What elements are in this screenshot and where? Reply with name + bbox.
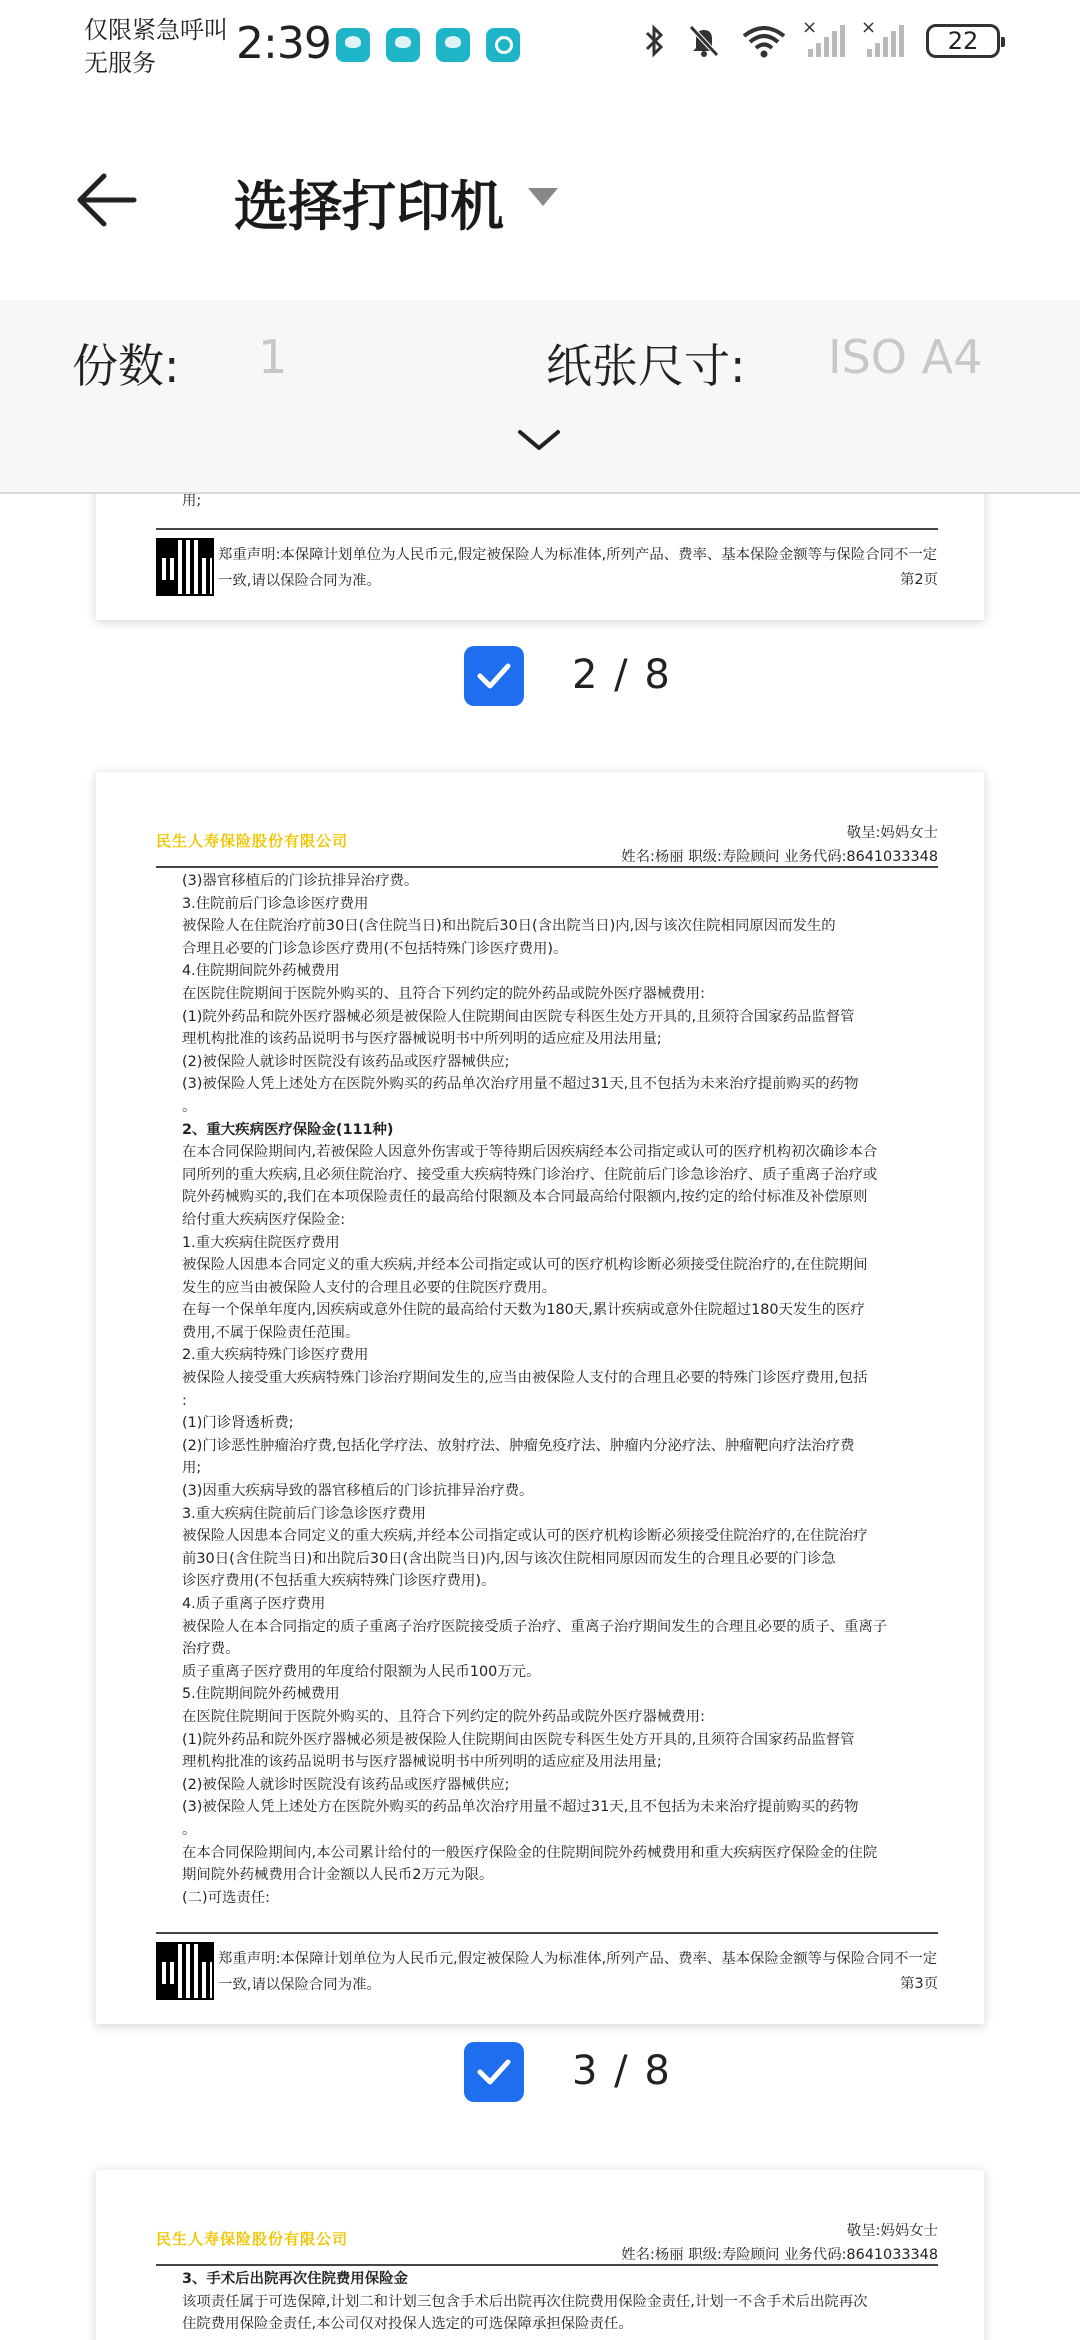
app-header bbox=[0, 90, 1080, 300]
carrier-line-2: 无服务 bbox=[84, 49, 156, 77]
paper-size-select[interactable]: ISO A4 bbox=[828, 330, 983, 384]
page-counter: 2 / 8 bbox=[572, 652, 672, 698]
page-text-line: 用; bbox=[182, 494, 202, 509]
page-header bbox=[156, 772, 938, 868]
page-body bbox=[156, 868, 938, 1909]
page-checkbox[interactable] bbox=[464, 2042, 524, 2102]
notification-icons bbox=[336, 28, 520, 62]
page-text-line: 被保险人在本合同指定的质子重离子治疗医院接受质子治疗、重离子治疗期间发生的合理且必要的质子、重离子 bbox=[182, 1618, 888, 1635]
page-text-line: (3)因重大疾病导致的器官移植后的门诊抗排异治疗费。 bbox=[182, 1483, 534, 1500]
print-options-bar bbox=[0, 300, 1080, 494]
chevron-down-icon bbox=[514, 420, 564, 460]
page-text-line: 理机构批准的该药品说明书与医疗器械说明书中所列明的适应症及用法用量; bbox=[182, 1754, 662, 1771]
page-text-line: 。 bbox=[182, 1098, 197, 1115]
page-text-line: 。 bbox=[182, 1821, 197, 1838]
page-text-line: 3.重大疾病住院前后门诊急诊医疗费用 bbox=[182, 1505, 426, 1522]
page-text-line: 质子重离子医疗费用的年度给付限额为人民币100万元。 bbox=[182, 1663, 541, 1680]
huawei-app-icon bbox=[436, 28, 470, 62]
checkmark-icon bbox=[474, 658, 514, 694]
page-text-line: 1.重大疾病住院医疗费用 bbox=[182, 1234, 340, 1251]
page-checkbox[interactable] bbox=[464, 646, 524, 706]
page-text-line: (3)被保险人凭上述处方在医院外购买的药品单次治疗用量不超过31天,且不包括为未来治疗提前购买的药物 bbox=[182, 1076, 859, 1093]
page-text-line: 4.质子重离子医疗费用 bbox=[182, 1596, 326, 1612]
page-text-line: 治疗费。 bbox=[182, 1641, 240, 1658]
back-button[interactable] bbox=[74, 168, 138, 232]
page-content bbox=[156, 772, 938, 2024]
page-text-line: 发生的应当由被保险人支付的合理且必要的住院医疗费用。 bbox=[182, 1279, 557, 1296]
company-logo: 民生人寿保险股份有限公司 bbox=[156, 2230, 349, 2248]
page-text-line: (1)院外药品和院外医疗器械必须是被保险人住院期间由医院专科医生处方开具的,且须符合国家药品监督管 bbox=[182, 1731, 855, 1748]
page-text-line: (2)被保险人就诊时医院没有该药品或医疗器械供应; bbox=[182, 1053, 510, 1070]
page-text-line: 2.重大疾病特殊门诊医疗费用 bbox=[182, 1347, 369, 1364]
page-text-line: (1)门诊肾透析费; bbox=[182, 1415, 294, 1432]
page-select-row bbox=[0, 2042, 1080, 2102]
page-text-line: 在医院住院期间于医院外购买的、且符合下列约定的院外药品或院外医疗器械费用: bbox=[182, 1708, 705, 1725]
wifi-icon bbox=[742, 24, 786, 58]
system-icons bbox=[644, 17, 1000, 58]
qr-code-icon bbox=[156, 538, 214, 596]
huawei-app-icon bbox=[336, 28, 370, 62]
disclaimer-text: 郑重声明:本保障计划单位为人民币元,假定被保险人为标准体,所列产品、费率、基本保险金额等与保险合同不一定一致,请以保险合同为准。 bbox=[218, 547, 938, 589]
page-text-line: 2、重大疾病医疗保险金(111种) bbox=[182, 1121, 394, 1138]
page-text-line: (3)器官移植后的门诊抗排异治疗费。 bbox=[182, 873, 419, 889]
page-text-line: 院外药械购买的,我们在本项保险责任的最高给付限额及本合同最高给付限额内,按约定的给付标准及补偿原则 bbox=[182, 1189, 868, 1206]
page-text-line: 3.住院前后门诊急诊医疗费用 bbox=[182, 895, 369, 912]
page-text-line: 给付重大疾病医疗保险金: bbox=[182, 1211, 346, 1228]
paper-size-label: 纸张尺寸: bbox=[546, 339, 746, 393]
page-text-line: (二)可选责任: bbox=[182, 1889, 271, 1906]
page-text-line: 用; bbox=[182, 1460, 202, 1477]
page-preview[interactable] bbox=[96, 772, 984, 2024]
agent-info: 姓名:杨丽 职级:寿险顾问 业务代码:8641033348 bbox=[621, 2247, 938, 2263]
status-time: 2:39 bbox=[236, 18, 331, 69]
disclaimer-text: 郑重声明:本保障计划单位为人民币元,假定被保险人为标准体,所列产品、费率、基本保险金额等与保险合同不一定一致,请以保险合同为准。 bbox=[218, 1951, 938, 1993]
page-text-line: 费用,不属于保险责任范围。 bbox=[182, 1324, 360, 1341]
page-text-line: : bbox=[182, 1392, 187, 1409]
page-text-line: 被保险人接受重大疾病特殊门诊治疗期间发生的,应当由被保险人支付的合理且必要的特殊门诊医疗费用,包括 bbox=[182, 1370, 868, 1387]
bluetooth-icon bbox=[644, 24, 666, 58]
page-text-line: 3、手术后出院再次住院费用保险金 bbox=[182, 2271, 408, 2287]
page-preview[interactable] bbox=[96, 2170, 984, 2340]
printer-select-title[interactable]: 选择打印机 bbox=[234, 175, 504, 238]
page-text-line: 前30日(含住院当日)和出院后30日(含出院当日)内,因与该次住院相同原因而发生的合理且必要的门诊急 bbox=[182, 1550, 836, 1567]
company-logo: 民生人寿保险股份有限公司 bbox=[156, 832, 349, 850]
page-text-line: 诊医疗费用(不包括重大疾病特殊门诊医疗费用)。 bbox=[182, 1573, 496, 1590]
page-text-line: (2)门诊恶性肿瘤治疗费,包括化学疗法、放射疗法、肿瘤免疫疗法、肿瘤内分泌疗法、肿瘤靶向疗法治疗费 bbox=[182, 1437, 855, 1454]
page-text-line: 在每一个保单年度内,因疾病或意外住院的最高给付天数为180天,累计疾病或意外住院超过180天发生的医疗 bbox=[182, 1302, 865, 1319]
status-bar bbox=[0, 0, 1080, 90]
page-text-line: 在本合同保险期间内,若被保险人因意外伤害或于等待期后因疾病经本公司指定或认可的医疗机构初次确诊本合 bbox=[182, 1144, 878, 1161]
copies-label: 份数: bbox=[72, 339, 180, 393]
search-app-icon bbox=[486, 28, 520, 62]
page-footer bbox=[156, 1932, 938, 2002]
page-text-line: (3)被保险人凭上述处方在医院外购买的药品单次治疗用量不超过31天,且不包括为未来治疗提前购买的药物 bbox=[182, 1799, 859, 1816]
page-number: 第3页 bbox=[900, 1976, 938, 1992]
page-text-line: 被保险人因患本合同定义的重大疾病,并经本公司指定或认可的医疗机构诊断必须接受住院治疗的,在住院治疗 bbox=[182, 1528, 868, 1545]
page-text-line: 住院费用保险金责任,本公司仅对投保人选定的可选保障承担保险责任。 bbox=[182, 2316, 633, 2333]
page-preview[interactable] bbox=[96, 494, 984, 620]
agent-info: 姓名:杨丽 职级:寿险顾问 业务代码:8641033348 bbox=[621, 849, 938, 865]
page-text-line: (2)被保险人就诊时医院没有该药品或医疗器械供应; bbox=[182, 1776, 510, 1793]
page-text-line: 在本合同保险期间内,本公司累计给付的一般医疗保险金的住院期间院外药械费用和重大疾病医疗保险金的住院 bbox=[182, 1844, 878, 1861]
dropdown-caret-icon[interactable] bbox=[528, 188, 558, 206]
greeting-text: 敬呈:妈妈女士 bbox=[846, 2223, 938, 2239]
carrier-info bbox=[84, 14, 228, 80]
page-text-line: 该项责任属于可选保障,计划二和计划三包含手术后出院再次住院费用保险金责任,计划一不含手术后出院再次 bbox=[182, 2293, 868, 2310]
page-body bbox=[156, 2266, 938, 2336]
page-text-line: 合理且必要的门诊急诊医疗费用(不包括特殊门诊医疗费用)。 bbox=[182, 940, 568, 957]
back-arrow-icon bbox=[74, 168, 138, 232]
copies-field[interactable]: 1 bbox=[258, 330, 288, 384]
page-text-line: 4.住院期间院外药械费用 bbox=[182, 963, 340, 980]
page-text-line: (1)院外药品和院外医疗器械必须是被保险人住院期间由医院专科医生处方开具的,且须符合国家药品监督管 bbox=[182, 1008, 855, 1025]
greeting-text: 敬呈:妈妈女士 bbox=[846, 825, 938, 841]
carrier-line-1: 仅限紧急呼叫 bbox=[84, 16, 228, 44]
mute-icon bbox=[688, 24, 720, 58]
page-text-line: 被保险人在住院治疗前30日(含住院当日)和出院后30日(含出院当日)内,因与该次住院相同原因而发生的 bbox=[182, 918, 836, 935]
page-footer bbox=[156, 528, 938, 598]
page-content bbox=[156, 2170, 938, 2340]
expand-options-button[interactable] bbox=[514, 420, 564, 460]
signal-icon: × bbox=[867, 25, 904, 57]
page-select-row bbox=[0, 646, 1080, 706]
page-counter: 3 / 8 bbox=[572, 2048, 672, 2094]
page-text-line: 被保险人因患本合同定义的重大疾病,并经本公司指定或认可的医疗机构诊断必须接受住院治疗的,在住院期间 bbox=[182, 1257, 868, 1274]
qr-code-icon bbox=[156, 1942, 214, 2000]
page-text-line: 理机构批准的该药品说明书与医疗器械说明书中所列明的适应症及用法用量; bbox=[182, 1031, 662, 1048]
signal-icon: × bbox=[808, 25, 845, 57]
page-header bbox=[156, 2170, 938, 2266]
huawei-app-icon bbox=[386, 28, 420, 62]
page-text-line: 期间院外药械费用合计金额以人民币2万元为限。 bbox=[182, 1867, 494, 1884]
battery-level: 22 bbox=[947, 27, 979, 55]
print-preview-list[interactable] bbox=[0, 494, 1080, 2340]
battery-icon bbox=[926, 24, 1000, 58]
page-text-line: 5.住院期间院外药械费用 bbox=[182, 1686, 340, 1703]
page-text-line: 同所列的重大疾病,且必须住院治疗、接受重大疾病特殊门诊治疗、住院前后门诊急诊治疗、质子重离子治疗或 bbox=[182, 1166, 878, 1183]
page-number: 第2页 bbox=[900, 572, 938, 588]
checkmark-icon bbox=[474, 2054, 514, 2090]
page-text-line: 在医院住院期间于医院外购买的、且符合下列约定的院外药品或院外医疗器械费用: bbox=[182, 985, 705, 1002]
